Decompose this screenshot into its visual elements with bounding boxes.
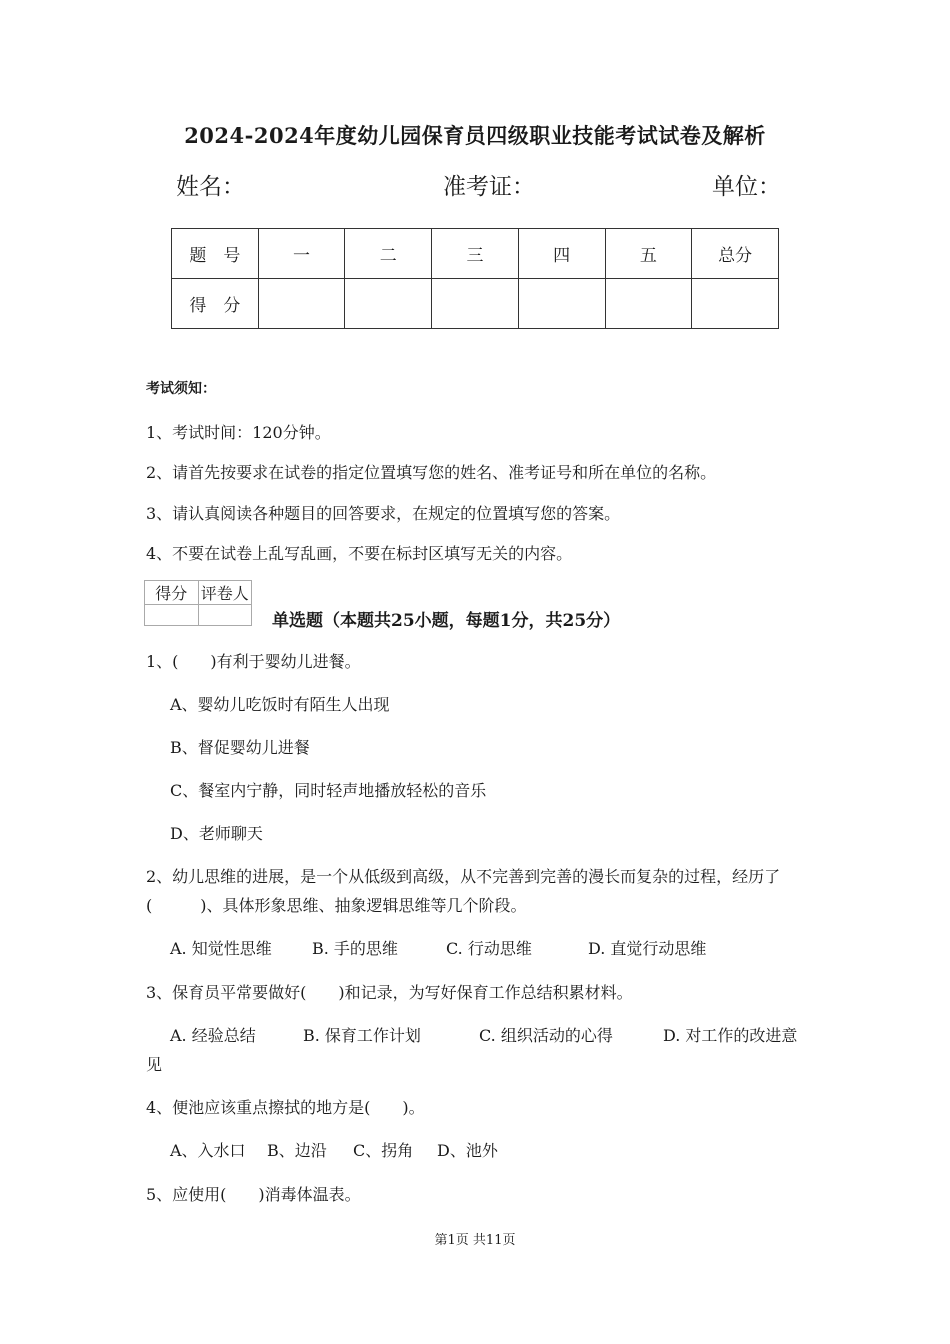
notice-heading: 考试须知： xyxy=(146,381,216,397)
grader-score-label: 得分 xyxy=(145,581,199,605)
question-option: A、婴幼儿吃饭时有陌生人出现 xyxy=(170,695,390,714)
question-options-row xyxy=(170,936,706,959)
score-table-score-row xyxy=(172,279,779,329)
question-option: C、拐角 xyxy=(353,1141,414,1160)
score-cell xyxy=(345,279,432,329)
notice-item: 2、请首先按要求在试卷的指定位置填写您的姓名、准考证号和所在单位的名称。 xyxy=(146,463,717,482)
question-option: A、入水口 xyxy=(170,1141,246,1160)
notice-item: 3、请认真阅读各种题目的回答要求，在规定的位置填写您的答案。 xyxy=(146,504,621,523)
exam-id-label: 准考证： xyxy=(443,174,535,200)
question-option: C、餐室内宁静，同时轻声地播放轻松的音乐 xyxy=(170,781,487,800)
question-option: D. 直觉行动思维 xyxy=(588,939,707,958)
score-table-column: 三 xyxy=(432,229,519,279)
question-option: D. 对工作的改进意 xyxy=(663,1026,798,1045)
grader-box xyxy=(144,580,252,626)
score-table xyxy=(171,228,779,329)
question-stem: 5、应使用( )消毒体温表。 xyxy=(146,1185,361,1204)
score-table-column: 一 xyxy=(258,229,345,279)
question-option: C. 组织活动的心得 xyxy=(479,1026,613,1045)
score-cell xyxy=(432,279,519,329)
score-table-row-label: 得 分 xyxy=(172,279,259,329)
question-option: D、老师聊天 xyxy=(170,824,263,843)
notice-item: 1、考试时间：120分钟。 xyxy=(146,423,331,442)
score-cell xyxy=(258,279,345,329)
grader-name-label: 评卷人 xyxy=(198,581,252,605)
score-table-column: 二 xyxy=(345,229,432,279)
question-stem: 4、便池应该重点擦拭的地方是( )。 xyxy=(146,1098,425,1117)
unit-label: 单位： xyxy=(712,174,781,200)
question-stem: 2、幼儿思维的进展，是一个从低级到高级，从不完善到完善的漫长而复杂的过程，经历了 xyxy=(146,867,781,886)
grader-name-cell xyxy=(198,605,252,626)
score-table-header-row xyxy=(172,229,779,279)
score-table-column: 总分 xyxy=(692,229,779,279)
score-cell xyxy=(518,279,605,329)
notice-item: 4、不要在试卷上乱写乱画，不要在标封区填写无关的内容。 xyxy=(146,544,573,563)
score-cell xyxy=(692,279,779,329)
question-stem-continued: ( )、具体形象思维、抽象逻辑思维等几个阶段。 xyxy=(146,896,527,915)
section-heading: 单选题（本题共25小题，每题1分，共25分） xyxy=(272,611,621,631)
score-cell xyxy=(605,279,692,329)
question-option-wrap: 见 xyxy=(146,1055,163,1074)
question-option: C. 行动思维 xyxy=(446,939,532,958)
question-options-row xyxy=(170,1138,498,1161)
question-stem: 1、( )有利于婴幼儿进餐。 xyxy=(146,652,361,671)
score-table-column: 五 xyxy=(605,229,692,279)
question-option: B、督促婴幼儿进餐 xyxy=(170,738,310,757)
grader-score-cell xyxy=(145,605,199,626)
exam-title: 2024-2024年度幼儿园保育员四级职业技能考试试卷及解析 xyxy=(184,123,766,148)
question-option: B. 保育工作计划 xyxy=(303,1026,421,1045)
question-option: B. 手的思维 xyxy=(312,939,398,958)
question-option: D、池外 xyxy=(437,1141,498,1160)
question-option: A. 经验总结 xyxy=(170,1026,256,1045)
question-option: B、边沿 xyxy=(267,1141,327,1160)
name-label: 姓名： xyxy=(176,174,245,200)
score-table-header-label: 题 号 xyxy=(172,229,259,279)
page-footer: 第1页 共11页 xyxy=(434,1233,516,1248)
question-option: A. 知觉性思维 xyxy=(170,939,272,958)
score-table-column: 四 xyxy=(518,229,605,279)
question-stem: 3、保育员平常要做好( )和记录，为写好保育工作总结积累材料。 xyxy=(146,983,633,1002)
question-options-row xyxy=(170,1023,797,1046)
